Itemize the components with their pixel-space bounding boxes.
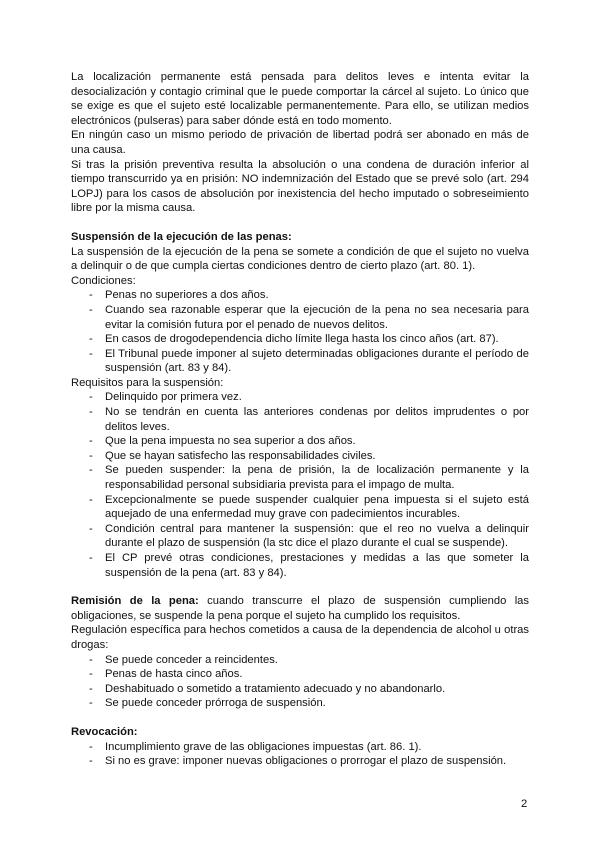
spacer <box>71 580 529 594</box>
revocacion-list <box>71 740 529 769</box>
revocacion-heading: Revocación: <box>71 725 138 738</box>
list-item: - El CP prevé otras condiciones, prestaciones y medidas a las que someter la suspensión de la pena (art. 83 y 84). <box>71 551 529 580</box>
remision-text: cuando transcurre el plazo de suspensión cumpliendo las obligaciones, se suspende la pena porque el sujeto ha cumplido los requisitos. <box>71 595 529 622</box>
page-number: 2 <box>521 798 528 810</box>
list-item: - Que se hayan satisfecho las responsabilidades civiles. <box>71 449 529 464</box>
remision-label: Remisión de la pena: <box>71 595 199 608</box>
list-item: - El Tribunal puede imponer al sujeto determinadas obligaciones durante el período de suspensión (art. 83 y 84). <box>71 347 529 376</box>
list-item: - Se puede conceder a reincidentes. <box>71 653 529 668</box>
list-item: - Condición central para mantener la suspensión: que el reo no vuelva a delinquir durante el plazo de suspensión (la stc dice el plazo durante el cual se suspende). <box>71 522 529 551</box>
list-item: - Deshabituado o sometido a tratamiento adecuado y no abandonarlo. <box>71 682 529 697</box>
list-item: - Que la pena impuesta no sea superior a dos años. <box>71 434 529 449</box>
list-item: - Penas no superiores a dos años. <box>71 288 529 303</box>
intro-paragraph-prision-preventiva: Si tras la prisión preventiva resulta la absolución o una condena de duración inferior al tiempo transcurrido ya en prisión: NO indemnización del Estado que se prevé solo (art. 294 LOPJ) para los casos de absolución por inexistencia del hecho imputado o sobreseimiento libre por la misma causa. <box>71 158 529 215</box>
page-content <box>71 70 529 769</box>
list-item: - Excepcionalmente se puede suspender cualquier pena impuesta si el sujeto está aquejado de una enfermedad muy grave con padecimientos incurables. <box>71 493 529 522</box>
requisites-label: Requisitos para la suspensión: <box>71 376 224 389</box>
list-item: - Delinquido por primera vez. <box>71 390 529 405</box>
conditions-label: Condiciones: <box>71 274 136 287</box>
suspension-paragraph: La suspensión de la ejecución de la pena se somete a condición de que el sujeto no vuelva a delinquir o de que cumpla ciertas condiciones dentro de cierto plazo (art. 80. 1). <box>71 245 529 273</box>
conditions-list <box>71 288 529 376</box>
list-item: - Incumplimiento grave de las obligaciones impuestas (art. 86. 1). <box>71 740 529 755</box>
regulation-list <box>71 653 529 711</box>
list-item: - Se puede conceder prórroga de suspensión. <box>71 696 529 711</box>
remision-paragraph <box>71 594 529 623</box>
regulation-paragraph: Regulación específica para hechos cometidos a causa de la dependencia de alcohol u otras drogas: <box>71 624 529 651</box>
list-item: - Penas de hasta cinco años. <box>71 667 529 682</box>
intro-paragraph-localizacion: La localización permanente está pensada para delitos leves e intenta evitar la desocialización y contagio criminal que le puede comportar la cárcel al sujeto. Lo único que se exige es que el sujeto esté localizable permanentemente. Para ello, se utilizan medios electrónicos (pulseras) para saber dónde está en todo momento. <box>71 71 529 127</box>
requisites-list <box>71 390 529 580</box>
list-item: - No se tendrán en cuenta las anteriores condenas por delitos imprudentes o por delitos leves. <box>71 405 529 434</box>
suspension-heading: Suspensión de la ejecución de las penas: <box>71 230 292 243</box>
list-item: - Cuando sea razonable esperar que la ejecución de la pena no sea necesaria para evitar la comisión futura por el penado de nuevos delitos. <box>71 303 529 332</box>
intro-paragraph-abono: En ningún caso un mismo periodo de privación de libertad podrá ser abonado en más de una causa. <box>71 129 529 156</box>
spacer <box>71 711 529 725</box>
list-item: - Se pueden suspender: la pena de prisión, la de localización permanente y la responsabilidad personal subsidiaria prevista para el impago de multa. <box>71 463 529 492</box>
list-item: - Si no es grave: imponer nuevas obligaciones o prorrogar el plazo de suspensión. <box>71 754 529 769</box>
list-item: - En casos de drogodependencia dicho límite llega hasta los cinco años (art. 87). <box>71 332 529 347</box>
spacer <box>71 216 529 230</box>
